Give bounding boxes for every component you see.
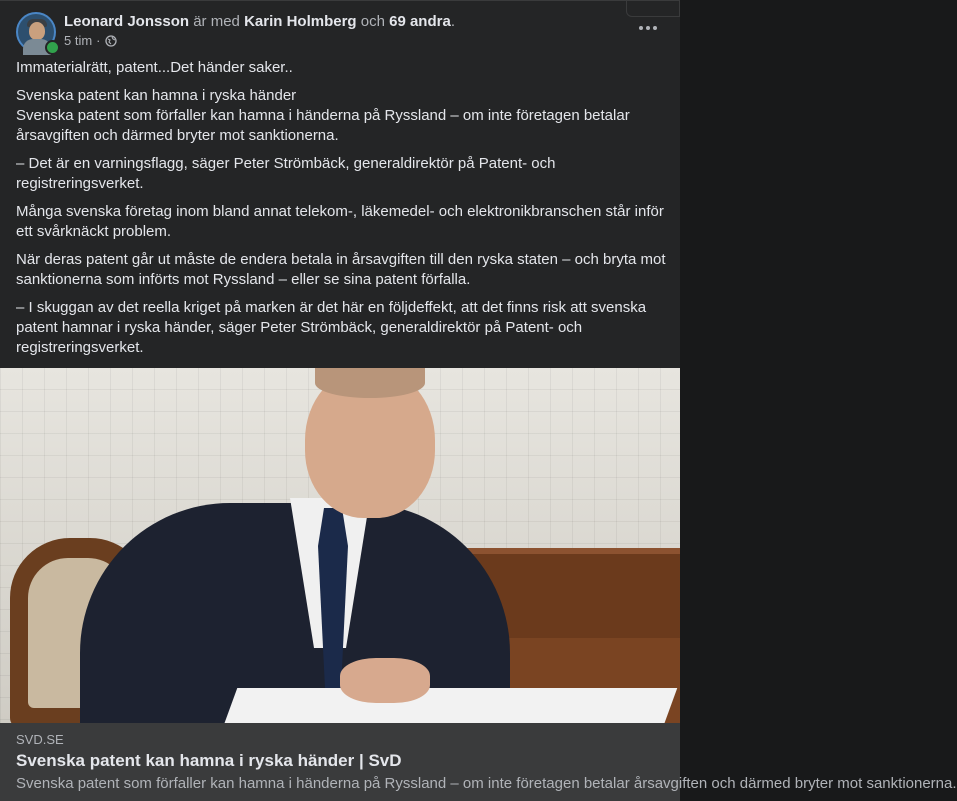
image-hand (340, 658, 430, 703)
post-author-line (64, 12, 455, 31)
post-header (16, 12, 664, 56)
link-preview[interactable] (0, 723, 957, 801)
with-text: är med (193, 13, 240, 30)
post-paragraph: Svenska patent kan hamna i ryska händer Svenska patent som förfaller kan hamna i händerna på Ryssland – om inte företagen betalar årsavgiften och därmed bryter mot sanktionerna. (16, 87, 630, 144)
post-paragraph: – I skuggan av det reella kriget på marken är det här en följdeffekt, att det finns risk att svenska patent hamnar i ryska händer, säger Peter Strömbäck, generaldirektör på Patent- och registreringsverket. (16, 299, 647, 356)
link-preview-image[interactable] (0, 368, 680, 723)
meta-dot: · (96, 33, 101, 48)
and-text: och (360, 13, 385, 30)
post-time-link[interactable]: 5 tim (64, 33, 93, 48)
more-horizontal-icon[interactable] (636, 18, 660, 34)
link-domain: SVD.SE (16, 732, 64, 747)
post-paragraph: – Det är en varningsflagg, säger Peter Strömbäck, generaldirektör på Patent- och registreringsverket. (16, 155, 556, 192)
link-title[interactable]: Svenska patent kan hamna i ryska händer | SvD (16, 751, 402, 770)
online-status-icon (45, 40, 60, 55)
image-hair (315, 368, 425, 398)
post-body (16, 58, 668, 366)
avatar-face (29, 22, 45, 40)
link-description: Svenska patent som förfaller kan hamna i händerna på Ryssland – om inte företagen betalar årsavgiften och därmed bryter mot sanktionerna. (16, 775, 957, 792)
globe-icon[interactable] (105, 35, 117, 47)
post-meta (64, 33, 117, 48)
author-name-link[interactable]: Leonard Jonsson (64, 13, 190, 30)
tagged-user-link[interactable]: Karin Holmberg (244, 13, 357, 30)
post-paragraph: Immaterialrätt, patent...Det händer saker.. (16, 59, 293, 76)
post-paragraph: Många svenska företag inom bland annat telekom-, läkemedel- och elektronikbranschen står inför ett svårknäckt problem. (16, 203, 664, 240)
image-papers (223, 688, 678, 728)
post-paragraph: När deras patent går ut måste de endera betala in årsavgiften till den ryska staten – och bryta mot sanktionerna som införts mot Ryssland – eller se sina patent förfalla. (16, 251, 666, 288)
period: . (450, 13, 455, 30)
divider (0, 0, 680, 1)
others-link[interactable]: 69 andra (389, 13, 451, 30)
